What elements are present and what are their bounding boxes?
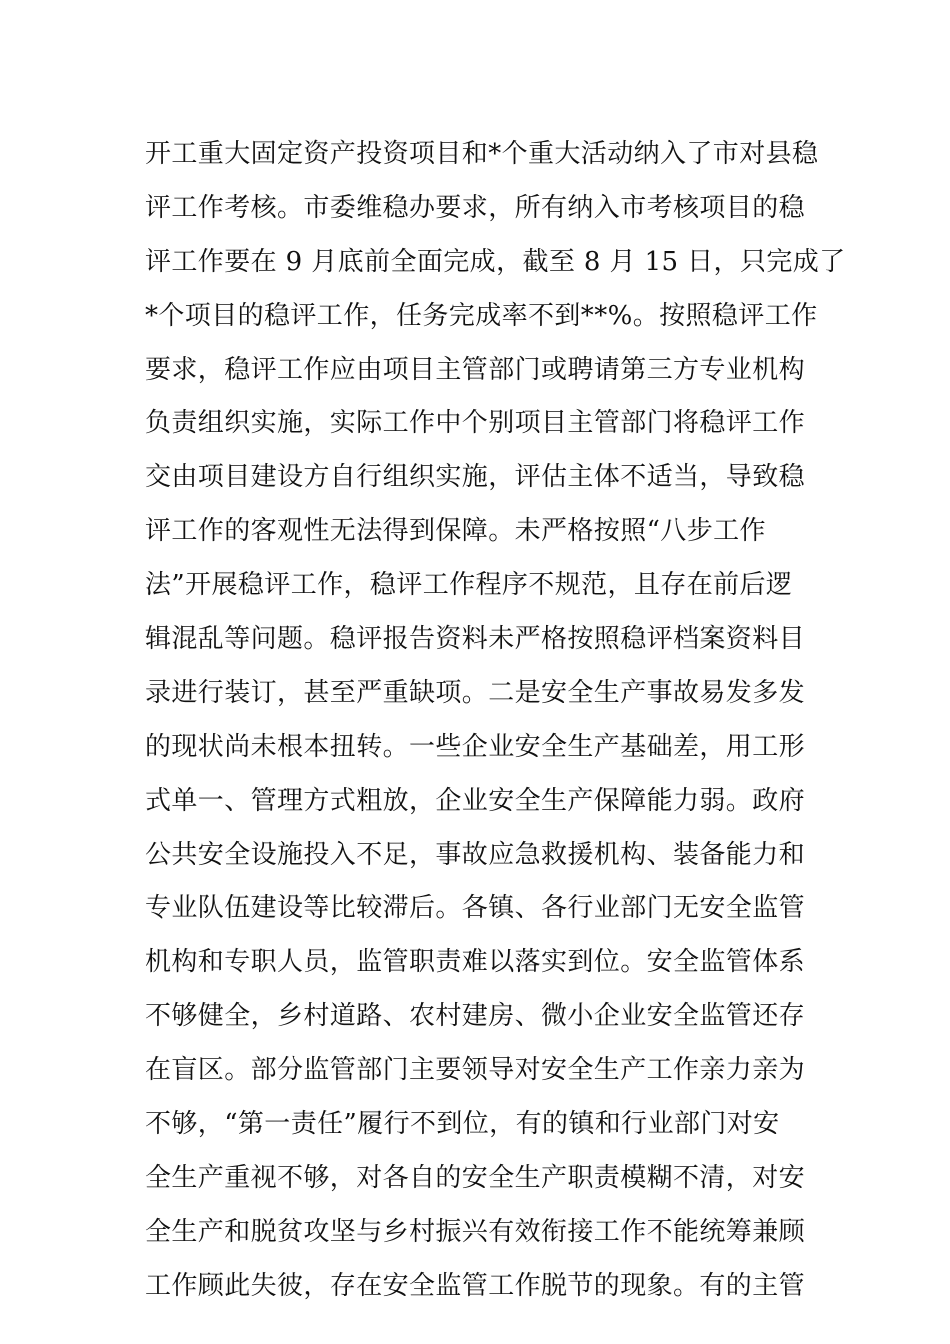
text-line: 要求，稳评工作应由项目主管部门或聘请第三方专业机构	[145, 354, 806, 385]
text-line: 评工作要在 9 月底前全面完成，截至 8 月 15 日，只完成了	[145, 246, 846, 277]
text-line: 辑混乱等问题。稳评报告资料未严格按照稳评档案资料目	[145, 624, 806, 655]
text-line: 不够，“第一责任”履行不到位，有的镇和行业部门对安	[145, 1109, 780, 1140]
text-line: 工作顾此失彼，存在安全监管工作脱节的现象。有的主管	[145, 1270, 806, 1301]
body-text	[145, 128, 846, 1314]
text-line: 法”开展稳评工作，稳评工作程序不规范，且存在前后逻	[145, 570, 793, 601]
text-line: 机构和专职人员，监管职责难以落实到位。安全监管体系	[145, 947, 806, 978]
text-line: *个项目的稳评工作，任务完成率不到**%。按照稳评工作	[145, 300, 818, 331]
text-line: 专业队伍建设等比较滞后。各镇、各行业部门无安全监管	[145, 893, 806, 924]
text-line: 评工作的客观性无法得到保障。未严格按照“八步工作	[145, 516, 766, 547]
text-line: 评工作考核。市委维稳办要求，所有纳入市考核项目的稳	[145, 192, 806, 223]
text-line: 的现状尚未根本扭转。一些企业安全生产基础差，用工形	[145, 731, 806, 762]
text-line: 开工重大固定资产投资项目和*个重大活动纳入了市对县稳	[145, 139, 819, 169]
text-line: 公共安全设施投入不足，事故应急救援机构、装备能力和	[145, 839, 806, 870]
text-line: 全生产和脱贫攻坚与乡村振兴有效衔接工作不能统筹兼顾	[145, 1216, 806, 1247]
text-line: 交由项目建设方自行组织实施，评估主体不适当，导致稳	[145, 462, 806, 493]
text-line: 全生产重视不够，对各自的安全生产职责模糊不清，对安	[145, 1162, 806, 1193]
text-line: 不够健全，乡村道路、农村建房、微小企业安全监管还存	[145, 1001, 806, 1032]
text-line: 式单一、管理方式粗放，企业安全生产保障能力弱。政府	[145, 785, 806, 816]
text-line: 负责组织实施，实际工作中个别项目主管部门将稳评工作	[145, 408, 806, 439]
text-line: 在盲区。部分监管部门主要领导对安全生产工作亲力亲为	[145, 1055, 806, 1086]
text-line: 录进行装订，甚至严重缺项。二是安全生产事故易发多发	[145, 677, 806, 708]
